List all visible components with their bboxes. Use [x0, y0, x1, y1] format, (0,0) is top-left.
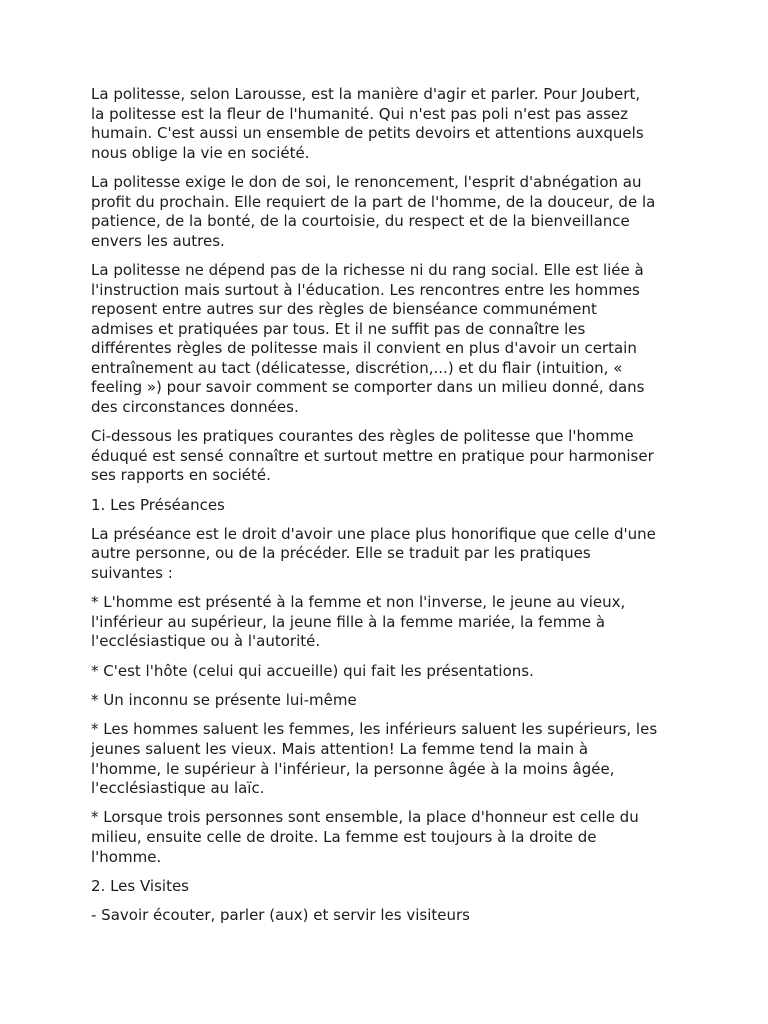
section-heading-preseances: 1. Les Préséances: [91, 495, 225, 514]
list-item: * L'homme est présenté à la femme et non l'inverse, le jeune au vieux, l'inférieur au supérieur, la jeune fille à la femme mariée, la femme à l'ecclésiastique ou à l'autorité.: [91, 593, 626, 651]
paragraph-exigences: La politesse exige le don de soi, le renoncement, l'esprit d'abnégation au profit du prochain. Elle requiert de la part de l'homme, de la douceur, de la patience, de la bonté, de la courtoisie, du respect et de la bienveillance envers les autres.: [91, 172, 656, 250]
list-item: * Lorsque trois personnes sont ensemble, la place d'honneur est celle du milieu, ensuite celle de droite. La femme est toujours à la droite de l'homme.: [91, 808, 639, 866]
paragraph-introduction: Ci-dessous les pratiques courantes des règles de politesse que l'homme éduqué est sensé connaître et surtout mettre en pratique pour harmoniser ses rapports en société.: [91, 427, 654, 485]
list-item: * Les hommes saluent les femmes, les inférieurs saluent les supérieurs, les jeunes saluent les vieux. Mais attention! La femme tend la main à l'homme, le supérieur à l'inférieur, la personne âgée à la moins âgée, l'ecclésiastique au laïc.: [91, 720, 658, 798]
section-heading-visites: 2. Les Visites: [91, 876, 189, 895]
document-body: [91, 85, 711, 936]
list-item: - Savoir écouter, parler (aux) et servir les visiteurs: [91, 906, 470, 925]
list-item: * Un inconnu se présente lui-même: [91, 691, 357, 710]
paragraph-education: La politesse ne dépend pas de la richesse ni du rang social. Elle est liée à l'instruction mais surtout à l'éducation. Les rencontres entre les hommes reposent entre autres sur des règles de bienséance communément admises et pratiquées par tous. Et il ne suffit pas de connaître les différentes règles de politesse mais il convient en plus d'avoir un certain entraînement au tact (délicatesse, discrétion,...) et du flair (intuition, « feeling ») pour savoir comment se comporter dans un milieu donné, dans des circonstances données.: [91, 260, 645, 416]
paragraph-definition: La politesse, selon Larousse, est la manière d'agir et parler. Pour Joubert, la politesse est la fleur de l'humanité. Qui n'est pas poli n'est pas assez humain. C'est aussi un ensemble de petits devoirs et attentions auxquels nous oblige la vie en société.: [91, 85, 644, 162]
paragraph-preseance-definition: La préséance est le droit d'avoir une place plus honorifique que celle d'une autre personne, ou de la précéder. Elle se traduit par les pratiques suivantes :: [91, 524, 656, 583]
list-item: * C'est l'hôte (celui qui accueille) qui fait les présentations.: [91, 661, 534, 680]
